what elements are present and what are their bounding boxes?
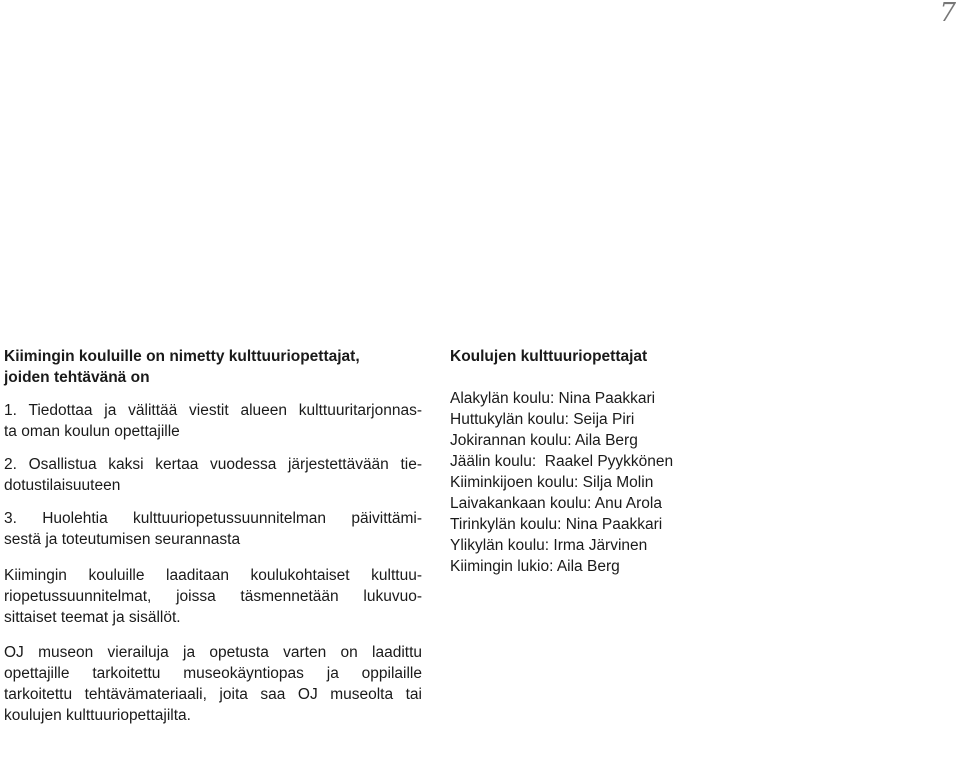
intro-heading-line: joiden tehtävänä on (4, 369, 150, 386)
teacher-list-item: Kiiminkijoen koulu: Silja Molin (450, 474, 654, 491)
right-column (450, 346, 750, 577)
teachers-heading: Koulujen kulttuuriopettajat (450, 348, 648, 365)
teacher-list-item: Laivakankaan koulu: Anu Arola (450, 495, 662, 512)
plan-paragraph-line: riopetussuunnitelmat, joissa täsmennetään lukuvuo- (4, 588, 422, 605)
task-line: sestä ja toteutumisen seurannasta (4, 531, 241, 548)
plan-paragraph (4, 565, 422, 628)
page-number: 7 (939, 0, 956, 28)
museum-paragraph-line: OJ museon vierailuja ja opetusta varten on laadittu (4, 644, 422, 661)
plan-paragraph-line: sittaiset teemat ja sisällöt. (4, 609, 181, 626)
museum-paragraph-line: opettajille tarkoitettu museokäyntiopas ja oppilaille (4, 665, 422, 682)
task-item-2 (4, 454, 422, 496)
teacher-list-item: Jokirannan koulu: Aila Berg (450, 432, 638, 449)
task-line: 2. Osallistua kaksi kertaa vuodessa järjestettävään tie- (4, 456, 422, 473)
teacher-list-item: Kiimingin lukio: Aila Berg (450, 558, 620, 575)
teacher-list-item: Huttukylän koulu: Seija Piri (450, 411, 635, 428)
task-line: ta oman koulun opettajille (4, 423, 180, 440)
museum-paragraph-line: koulujen kulttuuriopettajilta. (4, 707, 191, 724)
task-item-3 (4, 508, 422, 550)
intro-heading (4, 346, 422, 388)
teacher-list-item: Alakylän koulu: Nina Paakkari (450, 390, 656, 407)
teacher-list-item: Ylikylän koulu: Irma Järvinen (450, 537, 648, 554)
museum-paragraph-line: tarkoitettu tehtävämateriaali, joita saa OJ museolta tai (4, 686, 422, 703)
left-column (4, 346, 422, 726)
museum-paragraph (4, 642, 422, 726)
teacher-list (450, 388, 750, 577)
teacher-list-item: Tirinkylän koulu: Nina Paakkari (450, 516, 663, 533)
task-line: 3. Huolehtia kulttuuriopetussuunnitelman päivittämi- (4, 510, 422, 527)
task-item-1 (4, 400, 422, 442)
task-line: dotustilaisuuteen (4, 477, 121, 494)
intro-heading-line: Kiimingin kouluille on nimetty kulttuuriopettajat, (4, 348, 360, 365)
teacher-list-item: Jäälin koulu: Raakel Pyykkönen (450, 453, 674, 470)
plan-paragraph-line: Kiimingin kouluille laaditaan koulukohtaiset kulttuu- (4, 567, 422, 584)
task-line: 1. Tiedottaa ja välittää viestit alueen kulttuuritarjonnas- (4, 402, 422, 419)
